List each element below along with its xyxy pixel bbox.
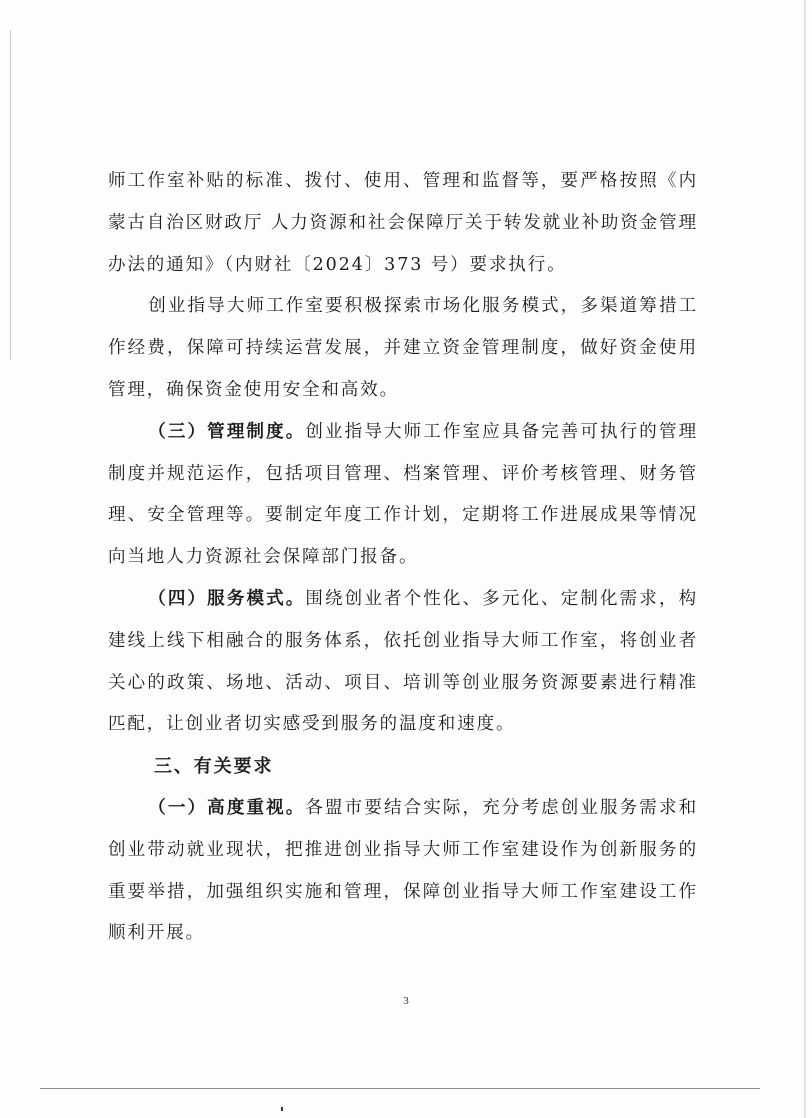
scan-edge-left <box>10 30 11 360</box>
page-number: 3 <box>403 995 409 1007</box>
paragraph-lead: （三）管理制度。 <box>148 421 306 442</box>
section-heading: 三、有关要求 <box>154 756 274 778</box>
paragraph-high-priority <box>108 788 698 955</box>
paragraph-text: 创业指导大师工作室应具备完善可执行的管理制度并规范运作，包括项目管理、档案管理、评价考核管理、财务管理、安全管理等。要制定年度工作计划，定期将工作进展成果等情况向当地人力资源社会保障部门报备。 <box>108 421 698 568</box>
paragraph-lead: （四）服务模式。 <box>148 588 306 609</box>
paragraph-market-model <box>108 286 698 411</box>
paragraph-text: 师工作室补贴的标准、拨付、使用、管理和监督等，要严格按照《内蒙古自治区财政厅 人力资源和社会保障厅关于转发就业补助资金管理办法的通知》（内财社〔2024〕373 号）要求执行。 <box>108 171 698 275</box>
scan-edge-right <box>804 0 806 1118</box>
paragraph-service-model <box>108 579 698 746</box>
scan-speck <box>281 1107 283 1111</box>
paragraph-text: 创业指导大师工作室要积极探索市场化服务模式，多渠道筹措工作经费，保障可持续运营发展，并建立资金管理制度，做好资金使用管理，确保资金使用安全和高效。 <box>108 296 698 400</box>
paragraph-funding-standard <box>108 161 698 286</box>
paragraph-text: 围绕创业者个性化、多元化、定制化需求，构建线上线下相融合的服务体系，依托创业指导大师工作室，将创业者关心的政策、场地、活动、项目、培训等创业服务资源要素进行精准匹配，让创业者切实感受到服务的温度和速度。 <box>108 588 698 735</box>
document-body <box>108 161 698 955</box>
paragraph-management-system <box>108 412 698 579</box>
paragraph-text: 各盟市要结合实际，充分考虑创业服务需求和创业带动就业现状，把推进创业指导大师工作室建设作为创新服务的重要举措，加强组织实施和管理，保障创业指导大师工作室建设工作顺利开展。 <box>108 797 698 944</box>
paragraph-lead: （一）高度重视。 <box>148 797 306 818</box>
scan-edge-bottom <box>40 1088 760 1089</box>
